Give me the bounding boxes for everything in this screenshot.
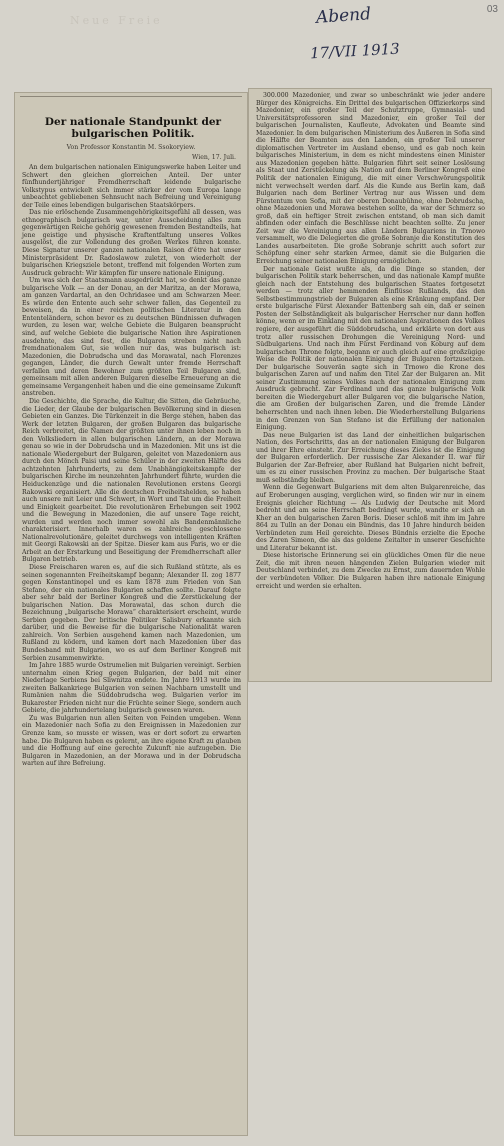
article-body-right <box>256 92 485 676</box>
article-paragraph: 300.000 Mazedonier, und zwar so unbeschränkt wie jeder andere Bürger des Königreichs. Ein Drittel des bulgarischen Offizierkorps sind Mazedonier, ein großer Teil der Schutztruppe, Gymnasial- und Universitätsprofessoren sind Mazedonier, ein großer Teil der bulgarischen Journalisten, Kaufleute, Advokaten und Beamte sind Mazedonier. In dem bulgarischen Ministerium des Äußeren in Sofia sind die Hälfte der Beamten aus den Landen, ein großer Teil unserer diplomatischen Vertreter im Ausland ebenso, und es gab noch kein bulgarisches Ministerium, in dem es nicht mindestens einen Minister aus Mazedonien gegeben hätte. Bulgarien führt seit seiner Loslösung als Staat und Zerstückelung als Nation auf dem Berliner Kongreß eine Politik der nationalen Einigung, die mit einer Verschwörungspolitik nicht verwechselt werden darf. Als die Kunde aus Berlin kam, daß Bulgarien nach dem Berliner Vertrag nur aus Wissen und dem Fürstentum von Sofia, mit der oberen Donaubühne, ohne Dobrudscha, ohne Mazedonien und Morawa bestehen sollte, da war der Schmerz so groß, daß ein heftiger Streit zwischen entstand, ob man sich damit abfinden oder einfach die Beschlüsse nicht beachten sollte. Zu jener Zeit war die Vereinigung aus allen Ländern Bulgariens in Trnowo versammelt, wo die Delegierten die große Sobranje die Konstitution des Landes ausarbeiteten. Die große Sobranje schritt auch sofort zur Schöpfung einer sehr starken Armee, damit sie die Bulgarien die Erreichung seiner nationalen Einigung ermöglichen. <box>256 92 485 266</box>
article-paragraph: Zu was Bulgarien nun allen Seiten von Feinden umgeben. Wenn ein Mazedonier nach Sofia zu den Ereignissen in Mazedonien zur Grenze kam, so musste er wissen, was er dort sofort zu erwarten habe. Die Bulgaren haben es gelernt, an ihre eigene Kraft zu glauben und die Hoffnung auf eine gerechte Zukunft nie aufzugeben. Die Bulgaren in Mazedonien, an der Morawa und in der Dobrudscha warten auf ihre Befreiung. <box>22 714 241 768</box>
top-rule <box>20 96 242 97</box>
article-paragraph: Wenn die Gegenwart Bulgariens mit dem alten Bulgarenreiche, das auf Eroberungen ausging, verglichen wird, so finden wir nur in einem Ereignis gleicher Richtung — Als Ludwig der Deutsche mit Mord bedroht und am seine Herrschaft bedrängt wurde, wandte er sich an Kher an den bulgarischen Zaren Boris. Dieser schloß mit ihm im Jahre 864 zu Tulln an der Donau ein Bündnis, das 10 Jahre hindurch beiden Verbündeten zum Heil gereichte. Dieses Bündnis erzielte die Epoche des Zaren Simeon, die als das goldene Zeitalter in unserer Geschichte und Literatur bekannt ist. <box>256 484 485 552</box>
article-body-left <box>22 164 241 1130</box>
page-number: 03 <box>486 4 498 15</box>
article-paragraph: An dem bulgarischen nationalen Einigungswerke haben Leiter und Schwert den gleichen glorreichen Anteil. Der unter fünfhundertjähriger Fremdherrschaft leidende bulgarische Volkstypus entwickelt sich immer stärker der vom Europa lange unbeachtet gebliebenen Sehnsucht nach Befreiung und Vereinigung der Teile eines lebendigen bulgarischen Staatskörpers. <box>22 164 241 209</box>
article-paragraph: Diese Freischaren waren es, auf die sich Rußland stützte, als es seinen sogenannten Freiheitskampf begann; Alexander II. zog 1877 gegen Konstantinopel und es kam 1878 zum Frieden von San Stefano, der ein nationales Bulgarien schaffen sollte. Darauf folgte aber sehr bald der Berliner Kongreß und die Zerstückelung der bulgarischen Nation. Das Morawatal, das schon durch die Bezeichnung „bulgarische Morawa“ charakterisiert erscheint, wurde Serbien gegeben. Der britische Politiker Salisbury erkannte sich darüber, und die Beweise für die bulgarische Nationalität waren zahlreich. Von Serbien ausgehend kamen nach Mazedonien, um Rußland zu ködern, und kamen dort nach Mazedonien über das Bundesband mit Bulgarien, wo es auf dem Berliner Kongreß mit Serbien zusammenwirkte. <box>22 563 241 662</box>
article-title: Der nationale Standpunkt der bulgarischen Politik. <box>44 116 222 140</box>
article-paragraph: Um was sich der Staatsmann ausgedrückt hat, so denkt das ganze bulgarische Volk — an der Donau, an der Maritza, an der Morawa, am ganzen Vardartal, an den Ochridasee und am Schwarzen Meer. Es würde den Entente auch sehr schwer fallen, das Gegenteil zu beweisen, da in einer reichen politischen Literatur in den Ententeländern, schon bevor es zu deutschen Bündnissen dufwagen wurden, zu lesen war, welche Gebiete die Bulgaren beansprucht sind, auf welche Gebiete die bulgarische Nation ihre Aspirationen ausdehnte, das sind fest, die Bulgaren streben nicht nach fremdnationalem Gut, sie wollen nur das, was bulgarisch ist: Mazedonien, die Dobrudscha und das Morawatal, nach Florenzes gegangen, Länder, die durch Gewalt unter fremde Herrschaft verfallen und deren Bewohner zum größten Teil Bulgaren sind, gemeinsam mit allen anderen Bulgaren dieselbe Erneuerung an die gemeinsame Vergangenheit haben und die eine gemeinsame Zukunft anstreben. <box>22 277 241 398</box>
handwritten-annotation <box>310 6 480 76</box>
handwritten-label: Abend <box>315 4 372 28</box>
article-paragraph: Das nie erlöschende Zusammengehörigkeitsgefühl all dessen, was ethnographisch bulgarisch war, unter Ausscheidung alles zum gegenwärtigen Reiche gehörig gewesenen fremden Bestandteils, hat jene geistige und physische Kraftentfaltung unseres Volkes ausgelöst, die zur Vollendung des großen Werkes führen konnte. Diese Signatur unserer ganzen nationalen Raison d'être hat unser Ministerpräsident Dr. Radoslawow zuletzt, von wiederholt der bulgarischen Kriegsziele betont, treffend mit folgenden Worten zum Ausdruck gebracht: Wir kämpfen für unsere nationale Einigung. <box>22 209 241 277</box>
article-paragraph: Das neue Bulgarien ist das Land der einheitlichen bulgarischen Nation, des Fortschritts, das an der nationalen Einigung der Bulgaren und ihrer Ehre einsteht. Zur Erreichung dieses Zieles ist die Einigung der Bulgaren erforderlich. Der russische Zar Alexander II. war für Bulgarien der Zar-Befreier, aber Rußland hat Bulgarien nicht befreit, um es zu einer russischen Provinz zu machen. Der bulgarische Staat muß selbständig bleiben. <box>256 431 485 484</box>
article-dateline: Wien, 17. Juli. <box>191 154 236 161</box>
clipping-left <box>14 92 248 1136</box>
article-byline: Von Professor Konstantin M. Ssokoryiew. <box>66 144 196 151</box>
handwritten-date: 17/VII 1913 <box>309 39 401 63</box>
article-paragraph: Diese historische Erinnerung sei ein glückliches Omen für die neue Zeit, die mit ihren neuen hängenden Zielen Bulgarien wieder mit Deutschland verbindet, zu dem Zwecke zu Ernst, zum dauernden Wohle der verbündeten Völker. Die Bulgaren haben ihre nationale Einigung erreicht und werden sie erhalten. <box>256 552 485 590</box>
article-paragraph: Im Jahre 1885 wurde Ostrumelien mit Bulgarien vereinigt. Serbien unternahm einen Krieg gegen Bulgarien, der bald mit einer Niederlage Serbiens bei Sliwnitza endete. Im Jahre 1913 wurde im zweiten Balkankriege Bulgarien von seinen Nachbarn umstellt und Rumänien nahm die Süddobrudscha weg. Bulgarien verlor im Bukarester Frieden nicht nur die Früchte seiner Siege, sondern auch Gebiete, die jahrhundertelang bulgarisch gewesen waren. <box>22 662 241 715</box>
clipping-right <box>248 88 492 682</box>
article-paragraph: Die Geschichte, die Sprache, die Kultur, die Sitten, die Gebräuche, die Lieder, der Glaube der bulgarischen Bevölkerung sind in diesen Gebieten ein Ganzes. Die Türkenzeit in die Berge stehen, haben das Werk der letzten Bulgaren, der großen Bulgaren das bulgarische Reich verbreitet, die Namen der größten unter ihnen leben noch in den Volksliedern in allen bulgarischen Ländern, an der Morawa genau so wie in der Dobrudscha und in Mazedonien. Mit uns ist die nationale Wiedergeburt der Bulgaren, geleitet von Mazedoniern aus durch den Mönch Paisi und seine Schüler in der zweiten Hälfte des achtzehnten Jahrhunderts, zu dem Unabhängigkeitskampfe der bulgarischen Kirche im neunzehnten Jahrhundert führte, wurden die Heiduckenzüge und die nationalen Revolutionen erstens Georgi Rakowski organisiert. Alle die deutschen Freiheitshelden, so haben auch unsere mit Leier und Schwert, in Wort und Tat um die Freiheit und Einigkeit gearbeitet. Die revolutionären Erhebungen seit 1902 und die Bewegung in Mazedonien, die auf unsere Tage reicht, wurden und werden noch immer sowohl als Bandenmännliche charakterisiert. Innerhalb waren es zahlreiche geschlossene Nationalrevolutionäre, geleitet durchwegs von intelligenten Kräften mit Georgi Rakowski an der Spitze. Dieser kam aus Paris, wo er die Arbeit an der Erstarkung und Beseitigung der Fremdherrschaft aller Bulgaren betrieb. <box>22 397 241 564</box>
faint-masthead: Neue Freie <box>70 14 163 27</box>
article-paragraph: Der nationale Geist wußte als, da die Dinge so standen, der bulgarischen Politik stark beherrschen, und das nationale Kampf mußte gleich nach der Entstehung des bulgarischen Staates fortgesetzt werden — trotz aller hemmenden Einflüsse Rußlands, das den Selbstbestimmungstrieb der Bulgaren als eine Kränkung empfand. Der erste bulgarische Fürst Alexander Battenberg sah ein, daß er seinen Posten der Selbständigkeit als bulgarischer Herrscher nur dann hoffen könne, wenn er im Einklang mit den nationalen Aspirationen des Volkes regiere, der ausgeführt die Süddobrudscha, und erklärte von dort aus trotz aller russischen Drohungen die Vereinigung Nord- und Südbulgariens. Und nach ihm Fürst Ferdinand von Koburg auf dem bulgarischen Throne folgte, begann er auch gleich auf eine großzügige Weise die Politik der nationalen Einigung der Bulgaren fortzusetzen. Der bulgarische Souverän sagte sich in Trnowo die Krone des bulgarischen Zaren auf und nahm den Titel Zar der Bulgaren an. Mit seiner Zustimmung seines Volkes nach der nationalen Einigung zum Ausdruck gebracht. Zar Ferdinand und das ganze bulgarische Volk bereiten die Wiedergeburt aller Bulgaren vor, die bulgarische Nation, die am Großen der bulgarischen Zaren, und die fremde Länder beherrschten und nach ihnen leben. Die Wiederherstellung Bulgariens in den Grenzen von San Stefano ist die Erfüllung der nationalen Einigung. <box>256 265 485 432</box>
